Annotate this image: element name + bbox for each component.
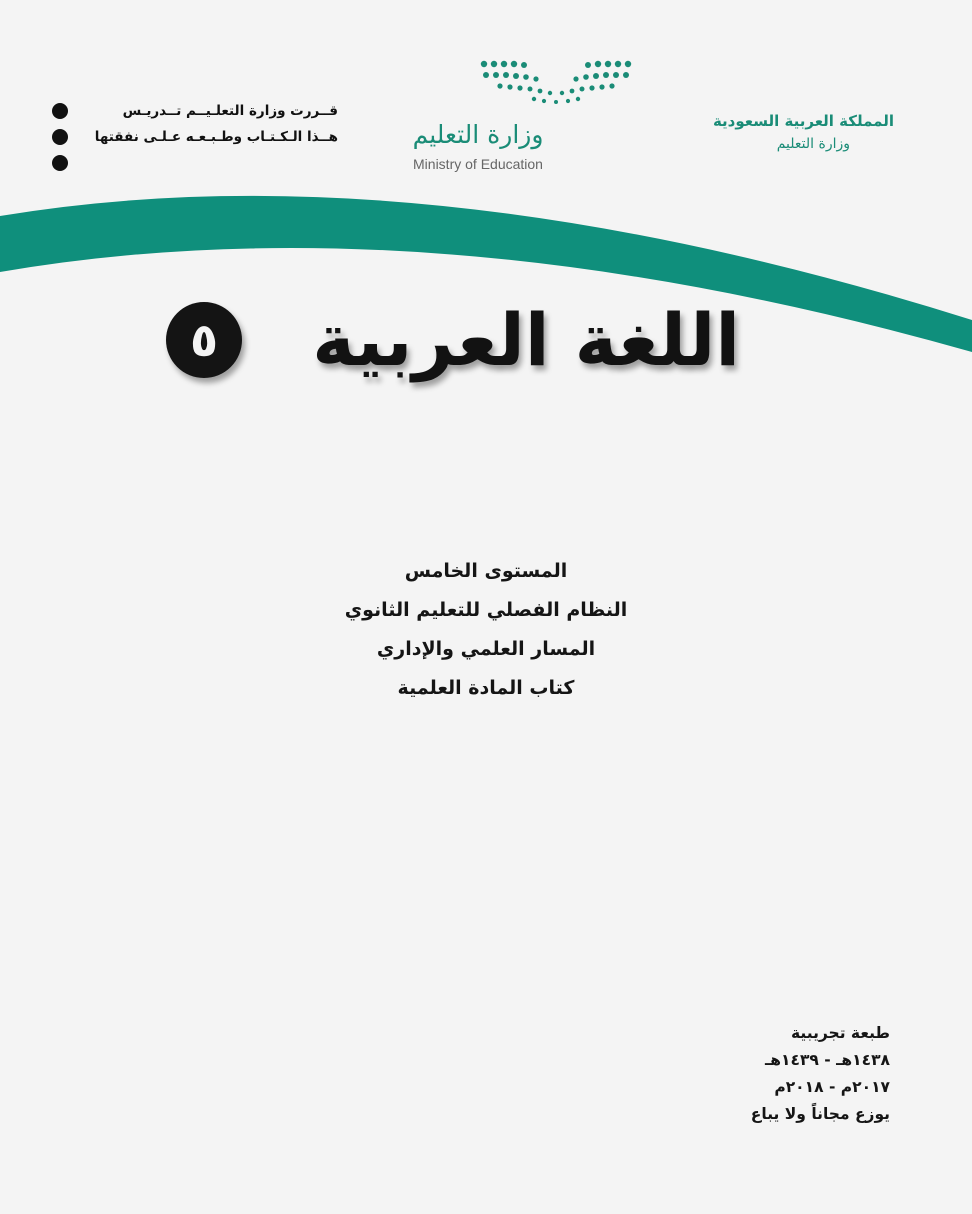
approval-line-1: [48, 98, 338, 124]
info-system: النظام الفصلي للتعليم الثانوي: [344, 599, 628, 621]
book-info: [286, 552, 686, 708]
title-number: ٥: [189, 313, 219, 367]
edition-hijri-years: ١٤٣٨هـ - ١٤٣٩هـ: [764, 1051, 890, 1069]
info-book-type: كتاب المادة العلمية: [397, 677, 575, 699]
edition-free-distribution: يوزع مجاناً ولا يباع: [750, 1105, 890, 1123]
bullet-icon: [52, 155, 68, 171]
approval-line-3: [48, 150, 338, 176]
approval-note: [48, 98, 338, 176]
kingdom-ministry-block: [660, 112, 894, 152]
ministry-logo-icon: [478, 58, 634, 106]
logo-arabic-text: وزارة التعليم: [412, 120, 544, 149]
edition-info: [700, 1020, 890, 1128]
edition-type: طبعة تجريبية: [791, 1024, 890, 1042]
info-level: المستوى الخامس: [404, 560, 568, 582]
edition-gregorian-years: ٢٠١٧م - ٢٠١٨م: [774, 1078, 890, 1096]
book-title: [160, 290, 760, 390]
logo-english-text: Ministry of Education: [413, 156, 543, 172]
title-text: اللغة العربية: [312, 298, 740, 382]
bullet-icon: [52, 103, 68, 119]
bullet-icon: [52, 129, 68, 145]
ministry-name-small: وزارة التعليم: [776, 136, 850, 152]
kingdom-name: المملكة العربية السعودية: [712, 112, 894, 130]
approval-text-2: هــذا الـكـتـاب وطـبـعـه عـلـى نفقتها: [94, 129, 338, 145]
info-track: المسار العلمي والإداري: [376, 638, 596, 660]
title-number-badge: [166, 302, 242, 378]
approval-line-2: [48, 124, 338, 150]
approval-text-1: قــررت وزارة التعلـيــم تــدريـس: [122, 103, 338, 119]
